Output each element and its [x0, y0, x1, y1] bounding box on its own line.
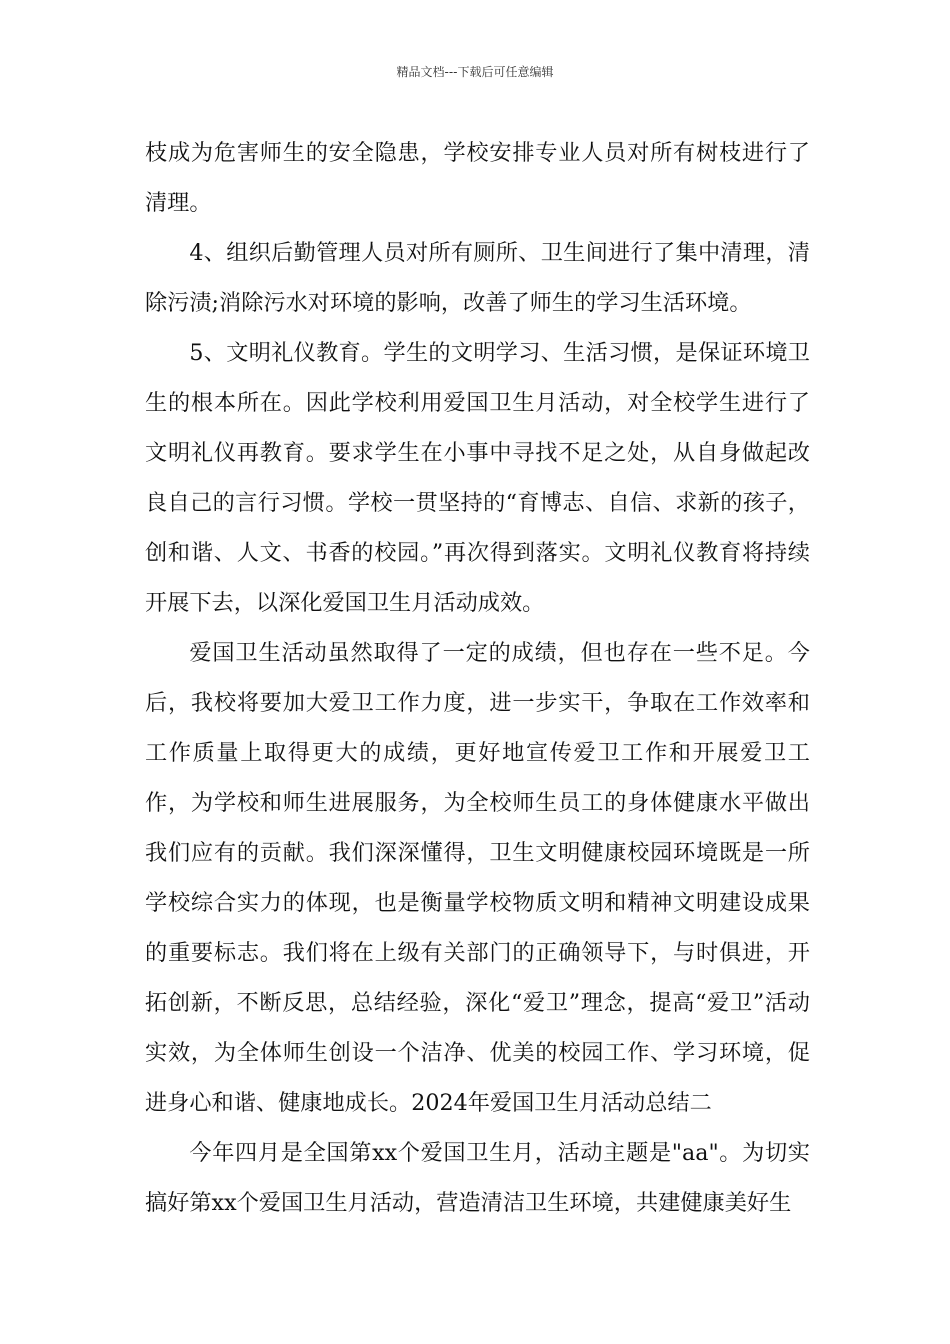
paragraph-5: 今年四月是全国第xx个爱国卫生月，活动主题是"aa"。为切实搞好第xx个爱国卫生月活动，营造清洁卫生环境，共建健康美好生: [145, 1140, 810, 1216]
paragraph-1: 枝成为危害师生的安全隐患，学校安排专业人员对所有树枝进行了清理。: [145, 140, 810, 216]
paragraph-4: 爱国卫生活动虽然取得了一定的成绩，但也存在一些不足。今后，我校将要加大爱卫工作力度，进一步实干，争取在工作效率和工作质量上取得更大的成绩，更好地宣传爱卫工作和开展爱卫工作，为学校和师生进展服务，为全校师生员工的身体健康水平做出我们应有的贡献。我们深深懂得，卫生文明健康校园环境既是一所学校综合实力的体现，也是衡量学校物质文明和精神文明建设成果的重要标志。我们将在上级有关部门的正确领导下，与时俱进，开拓创新，不断反思，总结经验，深化“爱卫”理念，提高“爱卫”活动实效，为全体师生创设一个洁净、优美的校园工作、学习环境，促进身心和谐、健康地成长。2024年爱国卫生月活动总结二: [145, 640, 810, 1116]
paragraph-3: 5、文明礼仪教育。学生的文明学习、生活习惯，是保证环境卫生的根本所在。因此学校利用爱国卫生月活动，对全校学生进行了文明礼仪再教育。要求学生在小事中寻找不足之处，从自身做起改良自己的言行习惯。学校一贯坚持的“育博志、自信、求新的孩子，创和谐、人文、书香的校园。”再次得到落实。文明礼仪教育将持续开展下去，以深化爱国卫生月活动成效。: [145, 340, 810, 616]
paragraph-2: 4、组织后勤管理人员对所有厕所、卫生间进行了集中清理，清除污渍;消除污水对环境的影响，改善了师生的学习生活环境。: [145, 240, 810, 316]
document-body: [145, 128, 810, 1228]
page-header: 精品文档---下载后可任意编辑: [396, 65, 554, 79]
